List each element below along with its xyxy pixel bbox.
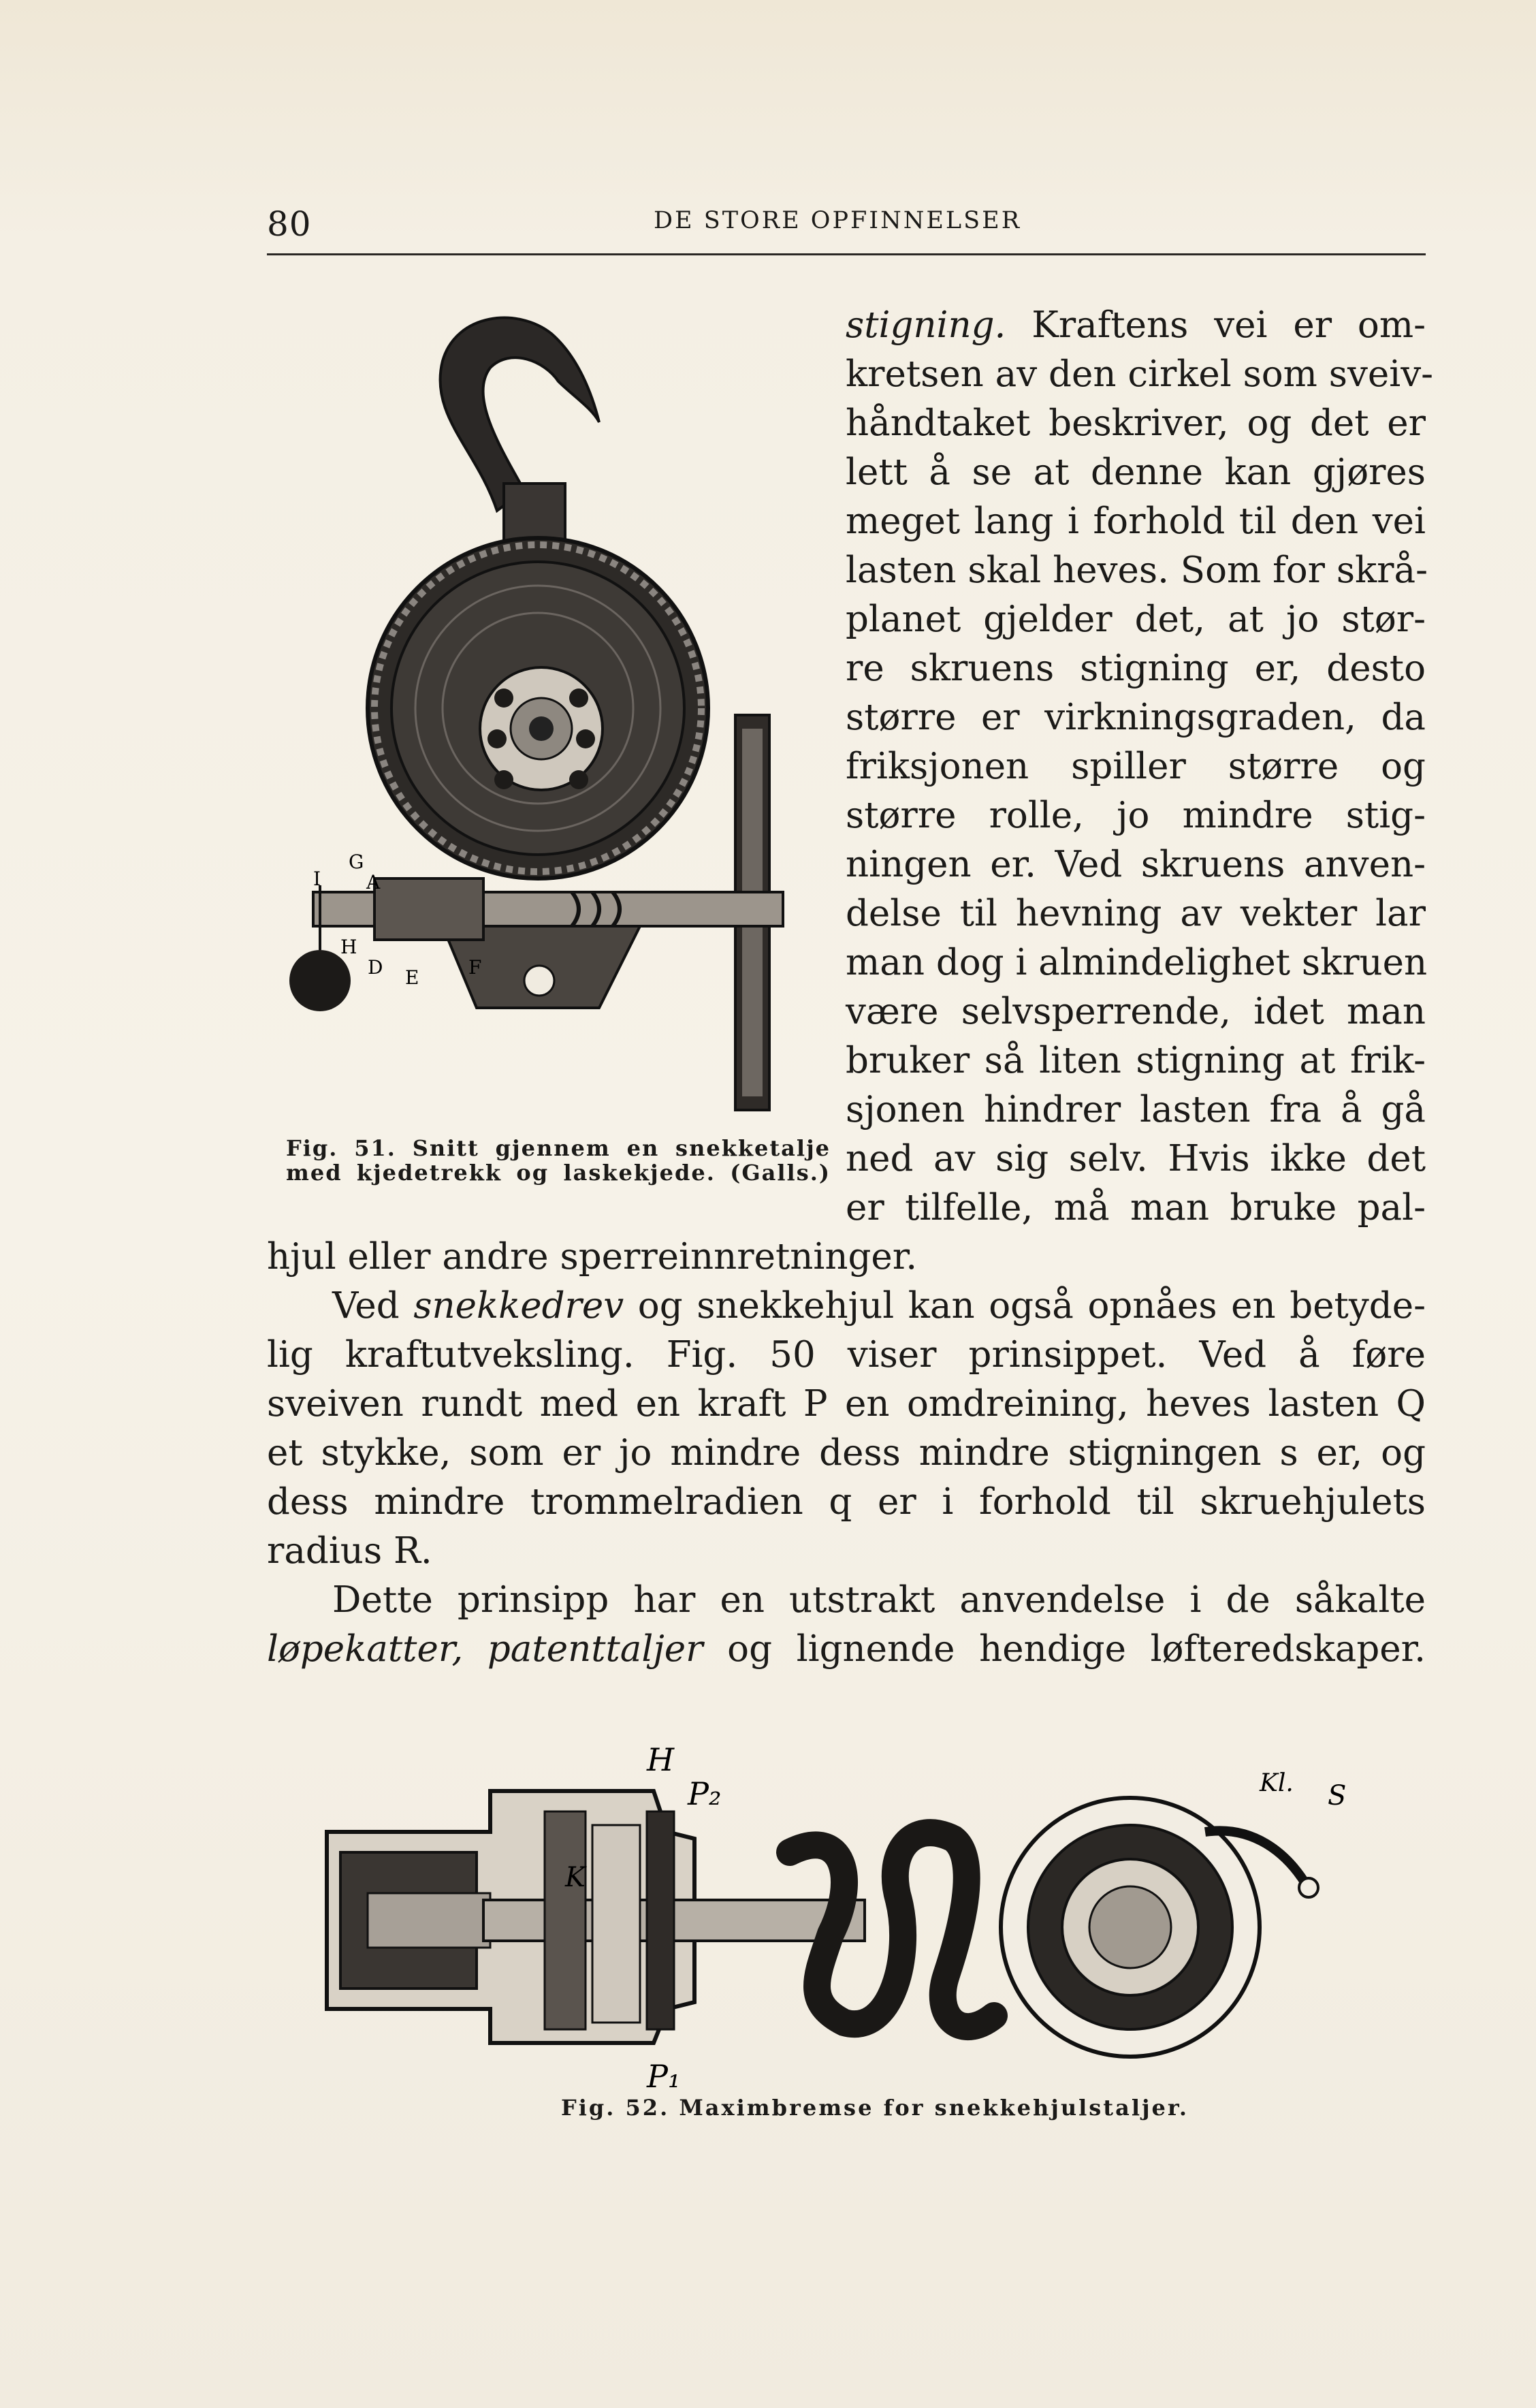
column-line [846, 693, 1426, 742]
text-run: ningen er. Ved skruens anven- [846, 844, 1426, 885]
body-line [267, 1429, 1426, 1478]
figure-52-brake-illustration [313, 1730, 1375, 2111]
fig51-label-g: G [349, 851, 364, 873]
text-run: Ved [332, 1285, 414, 1327]
italic-term: stigning. [846, 304, 1006, 346]
body-line [267, 1233, 1426, 1282]
figure-52-caption: Fig. 52. Maximbremse for snekkehjulstaljer. [561, 2095, 1189, 2121]
text-run: større er virkningsgraden, da [846, 697, 1426, 738]
fig52-label-kl: Kl. [1260, 1769, 1294, 1797]
column-line [846, 399, 1426, 448]
fig51-label-i: I [313, 868, 321, 890]
body-line [267, 1331, 1426, 1380]
text-run: et stykke, som er jo mindre dess mindre stigningen s er, og [267, 1432, 1426, 1474]
column-line [846, 497, 1426, 546]
text-run: friksjonen spiller større og [846, 746, 1426, 787]
body-line [267, 1282, 1426, 1331]
body-line [267, 1527, 1426, 1576]
fig51-label-d: D [368, 956, 383, 979]
text-run: sjonen hindrer lasten fra å gå [846, 1089, 1426, 1130]
column-line [846, 987, 1426, 1036]
text-run: re skruens stigning er, desto [846, 648, 1426, 689]
body-line [267, 1625, 1426, 1674]
column-line [846, 1135, 1426, 1184]
fig51-label-f: F [468, 956, 482, 979]
caption51-line1: Fig. 51. Snitt gjennem en snekketalje [286, 1135, 831, 1161]
body-line [267, 1380, 1426, 1429]
text-run: planet gjelder det, at jo stør- [846, 599, 1426, 640]
text-run: lasten skal heves. Som for skrå- [846, 550, 1428, 591]
column-line [846, 595, 1426, 644]
body-line [267, 1576, 1426, 1625]
column-line [846, 791, 1426, 840]
column-line [846, 1184, 1426, 1233]
text-run: lig kraftutveksling. Fig. 50 viser prinsippet. Ved å føre [267, 1334, 1426, 1376]
text-run: være selvsperrende, idet man [846, 991, 1426, 1032]
fig52-label-h: H [647, 1741, 675, 1778]
text-run: håndtaket beskriver, og det er [846, 402, 1426, 444]
page-number: 80 [267, 204, 312, 244]
text-run: større rolle, jo mindre stig- [846, 795, 1426, 836]
column-line [846, 889, 1426, 938]
running-title: DE STORE OPFINNELSER [654, 207, 1022, 234]
text-run: er tilfelle, må man bruke pal- [846, 1187, 1426, 1229]
column-line [846, 840, 1426, 889]
column-line [846, 938, 1426, 987]
text-run: meget lang i forhold til den vei [846, 501, 1426, 542]
column-line [846, 742, 1426, 791]
text-run: lett å se at denne kan gjøres [846, 452, 1426, 493]
italic-term: snekkedrev [413, 1285, 624, 1327]
text-run: bruker så liten stigning at frik- [846, 1040, 1426, 1081]
fig51-label-e: E [405, 966, 419, 989]
fig52-label-p2: P₂ [688, 1775, 722, 1812]
column-line [846, 1036, 1426, 1086]
text-run: og snekkehjul kan også opnåes en betyde- [624, 1285, 1426, 1327]
column-line [846, 644, 1426, 693]
caption51-line2: med kjedetrekk og laskekjede. (Galls.) [286, 1160, 831, 1186]
text-run: dess mindre trommelradien q er i forhold til skruehjulets [267, 1481, 1426, 1523]
fig52-label-k: K [565, 1862, 586, 1893]
figure-51-hoist-illustration [272, 293, 817, 1130]
text-run: man dog i almindelighet skruen [846, 942, 1428, 983]
text-run: delse til hevning av vekter lar [846, 893, 1426, 934]
text-run: kretsen av den cirkel som sveiv- [846, 353, 1434, 395]
full-width-text [267, 1233, 1426, 1674]
text-run: Dette prinsipp har en utstrakt anvendelse i de såkalte [332, 1579, 1426, 1621]
header-rule [267, 253, 1426, 255]
column-line [846, 301, 1426, 350]
right-column-text [846, 301, 1434, 1233]
fig52-label-p1: P₁ [647, 2058, 681, 2095]
column-line [846, 1086, 1426, 1135]
text-run: ned av sig selv. Hvis ikke det [846, 1138, 1426, 1179]
column-line [846, 448, 1426, 497]
text-run: sveiven rundt med en kraft P en omdreining, heves lasten Q [267, 1383, 1426, 1425]
column-line [846, 350, 1434, 399]
text-run: Kraftens vei er om- [1006, 304, 1426, 346]
fig51-label-a: A [366, 871, 381, 893]
text-run: og lignende hendige løfteredskaper. [703, 1628, 1426, 1670]
fig52-label-s: S [1328, 1780, 1347, 1811]
body-line [267, 1478, 1426, 1527]
italic-term: løpekatter, patenttaljer [267, 1628, 703, 1670]
text-run: hjul eller andre sperreinnretninger. [267, 1236, 918, 1278]
fig51-label-h: H [340, 936, 357, 958]
figure-51-caption [286, 1136, 831, 1185]
text-run: radius R. [267, 1530, 432, 1572]
column-line [846, 546, 1426, 595]
